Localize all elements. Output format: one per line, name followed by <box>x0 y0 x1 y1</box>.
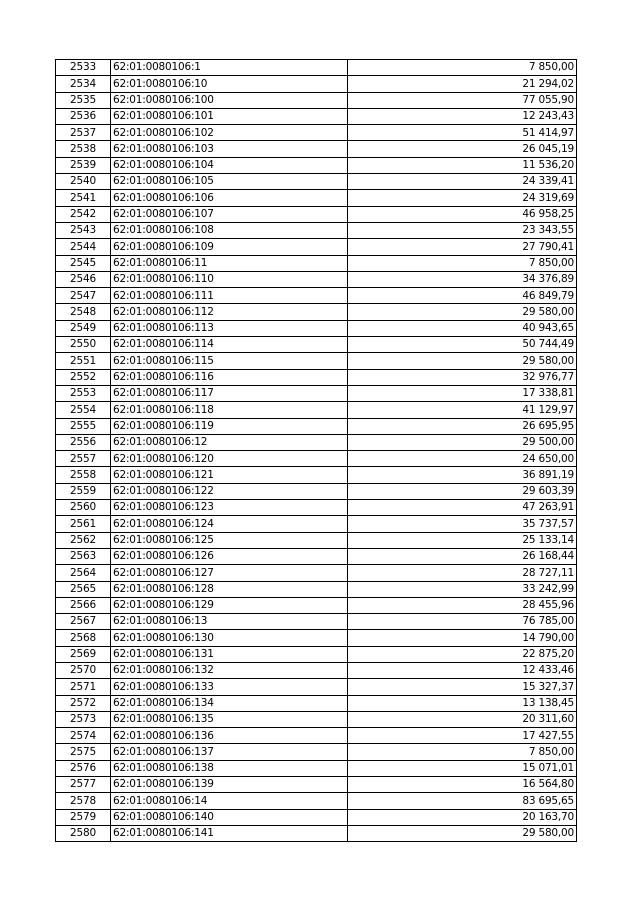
cadastral-value-cell: 51 414,97 <box>348 125 577 141</box>
cadastral-number-cell: 62:01:0080106:14 <box>111 793 348 809</box>
row-number-cell: 2553 <box>56 385 111 401</box>
cadastral-value-cell: 15 071,01 <box>348 760 577 776</box>
row-number-cell: 2554 <box>56 402 111 418</box>
cadastral-value-cell: 12 433,46 <box>348 662 577 678</box>
cadastral-number-cell: 62:01:0080106:10 <box>111 76 348 92</box>
row-number-cell: 2537 <box>56 125 111 141</box>
cadastral-number-cell: 62:01:0080106:112 <box>111 304 348 320</box>
cadastral-number-cell: 62:01:0080106:124 <box>111 516 348 532</box>
cadastral-number-cell: 62:01:0080106:107 <box>111 206 348 222</box>
cadastral-value-cell: 29 500,00 <box>348 434 577 450</box>
table-row <box>56 662 577 678</box>
table-row <box>56 239 577 255</box>
table-row <box>56 679 577 695</box>
cadastral-number-cell: 62:01:0080106:141 <box>111 825 348 841</box>
cadastral-number-cell: 62:01:0080106:106 <box>111 190 348 206</box>
row-number-cell: 2572 <box>56 695 111 711</box>
row-number-cell: 2558 <box>56 467 111 483</box>
row-number-cell: 2545 <box>56 255 111 271</box>
cadastral-number-cell: 62:01:0080106:131 <box>111 646 348 662</box>
row-number-cell: 2578 <box>56 793 111 809</box>
row-number-cell: 2535 <box>56 92 111 108</box>
cadastral-value-cell: 15 327,37 <box>348 679 577 695</box>
table-row <box>56 76 577 92</box>
cadastral-number-cell: 62:01:0080106:117 <box>111 385 348 401</box>
table-row <box>56 565 577 581</box>
table-row <box>56 320 577 336</box>
cadastral-number-cell: 62:01:0080106:128 <box>111 581 348 597</box>
cadastral-value-cell: 7 850,00 <box>348 60 577 76</box>
cadastral-value-cell: 26 045,19 <box>348 141 577 157</box>
cadastral-number-cell: 62:01:0080106:116 <box>111 369 348 385</box>
cadastral-number-cell: 62:01:0080106:120 <box>111 451 348 467</box>
row-number-cell: 2557 <box>56 451 111 467</box>
row-number-cell: 2550 <box>56 337 111 353</box>
row-number-cell: 2576 <box>56 760 111 776</box>
cadastral-value-cell: 50 744,49 <box>348 337 577 353</box>
row-number-cell: 2540 <box>56 174 111 190</box>
cadastral-value-cell: 13 138,45 <box>348 695 577 711</box>
cadastral-number-cell: 62:01:0080106:12 <box>111 434 348 450</box>
cadastral-value-cell: 7 850,00 <box>348 744 577 760</box>
cadastral-number-cell: 62:01:0080106:137 <box>111 744 348 760</box>
cadastral-value-cell: 7 850,00 <box>348 255 577 271</box>
table-row <box>56 222 577 238</box>
row-number-cell: 2538 <box>56 141 111 157</box>
table-row <box>56 369 577 385</box>
cadastral-value-table <box>55 59 577 842</box>
cadastral-number-cell: 62:01:0080106:102 <box>111 125 348 141</box>
cadastral-value-cell: 28 727,11 <box>348 565 577 581</box>
table-row <box>56 548 577 564</box>
cadastral-number-cell: 62:01:0080106:110 <box>111 271 348 287</box>
cadastral-value-cell: 47 263,91 <box>348 500 577 516</box>
cadastral-number-cell: 62:01:0080106:125 <box>111 532 348 548</box>
cadastral-value-cell: 22 875,20 <box>348 646 577 662</box>
row-number-cell: 2546 <box>56 271 111 287</box>
cadastral-number-cell: 62:01:0080106:118 <box>111 402 348 418</box>
table-row <box>56 467 577 483</box>
cadastral-value-cell: 12 243,43 <box>348 108 577 124</box>
cadastral-value-cell: 17 338,81 <box>348 385 577 401</box>
cadastral-number-cell: 62:01:0080106:121 <box>111 467 348 483</box>
table-row <box>56 255 577 271</box>
cadastral-number-cell: 62:01:0080106:122 <box>111 483 348 499</box>
cadastral-value-cell: 20 163,70 <box>348 809 577 825</box>
cadastral-value-cell: 21 294,02 <box>348 76 577 92</box>
row-number-cell: 2569 <box>56 646 111 662</box>
cadastral-number-cell: 62:01:0080106:113 <box>111 320 348 336</box>
row-number-cell: 2580 <box>56 825 111 841</box>
cadastral-value-cell: 41 129,97 <box>348 402 577 418</box>
row-number-cell: 2562 <box>56 532 111 548</box>
cadastral-number-cell: 62:01:0080106:134 <box>111 695 348 711</box>
cadastral-value-cell: 46 958,25 <box>348 206 577 222</box>
cadastral-value-cell: 83 695,65 <box>348 793 577 809</box>
row-number-cell: 2577 <box>56 777 111 793</box>
table-row <box>56 92 577 108</box>
row-number-cell: 2542 <box>56 206 111 222</box>
cadastral-number-cell: 62:01:0080106:129 <box>111 597 348 613</box>
table-row <box>56 125 577 141</box>
cadastral-value-cell: 40 943,65 <box>348 320 577 336</box>
cadastral-value-cell: 26 168,44 <box>348 548 577 564</box>
table-row <box>56 483 577 499</box>
cadastral-number-cell: 62:01:0080106:13 <box>111 614 348 630</box>
row-number-cell: 2568 <box>56 630 111 646</box>
row-number-cell: 2556 <box>56 434 111 450</box>
row-number-cell: 2561 <box>56 516 111 532</box>
cadastral-number-cell: 62:01:0080106:100 <box>111 92 348 108</box>
cadastral-number-cell: 62:01:0080106:104 <box>111 157 348 173</box>
table-row <box>56 744 577 760</box>
table-row <box>56 353 577 369</box>
row-number-cell: 2552 <box>56 369 111 385</box>
table-row <box>56 385 577 401</box>
cadastral-number-cell: 62:01:0080106:133 <box>111 679 348 695</box>
cadastral-value-cell: 32 976,77 <box>348 369 577 385</box>
cadastral-number-cell: 62:01:0080106:139 <box>111 777 348 793</box>
cadastral-number-cell: 62:01:0080106:108 <box>111 222 348 238</box>
table-row <box>56 451 577 467</box>
table-row <box>56 825 577 841</box>
cadastral-value-cell: 36 891,19 <box>348 467 577 483</box>
row-number-cell: 2567 <box>56 614 111 630</box>
row-number-cell: 2551 <box>56 353 111 369</box>
table-row <box>56 646 577 662</box>
row-number-cell: 2555 <box>56 418 111 434</box>
table-row <box>56 516 577 532</box>
cadastral-value-cell: 20 311,60 <box>348 711 577 727</box>
cadastral-number-cell: 62:01:0080106:105 <box>111 174 348 190</box>
cadastral-number-cell: 62:01:0080106:109 <box>111 239 348 255</box>
row-number-cell: 2573 <box>56 711 111 727</box>
cadastral-value-cell: 17 427,55 <box>348 728 577 744</box>
table-body <box>56 60 577 842</box>
cadastral-number-cell: 62:01:0080106:119 <box>111 418 348 434</box>
table-row <box>56 190 577 206</box>
table-row <box>56 434 577 450</box>
table-row <box>56 206 577 222</box>
table-row <box>56 141 577 157</box>
table-row <box>56 288 577 304</box>
row-number-cell: 2566 <box>56 597 111 613</box>
cadastral-value-cell: 29 580,00 <box>348 353 577 369</box>
table-row <box>56 695 577 711</box>
cadastral-value-cell: 46 849,79 <box>348 288 577 304</box>
cadastral-value-cell: 76 785,00 <box>348 614 577 630</box>
cadastral-value-cell: 29 580,00 <box>348 825 577 841</box>
row-number-cell: 2544 <box>56 239 111 255</box>
cadastral-number-cell: 62:01:0080106:103 <box>111 141 348 157</box>
table-row <box>56 174 577 190</box>
table-row <box>56 304 577 320</box>
row-number-cell: 2575 <box>56 744 111 760</box>
row-number-cell: 2563 <box>56 548 111 564</box>
cadastral-value-cell: 28 455,96 <box>348 597 577 613</box>
cadastral-value-cell: 29 603,39 <box>348 483 577 499</box>
cadastral-value-cell: 14 790,00 <box>348 630 577 646</box>
cadastral-number-cell: 62:01:0080106:132 <box>111 662 348 678</box>
cadastral-number-cell: 62:01:0080106:130 <box>111 630 348 646</box>
row-number-cell: 2574 <box>56 728 111 744</box>
table-row <box>56 597 577 613</box>
cadastral-value-cell: 29 580,00 <box>348 304 577 320</box>
cadastral-number-cell: 62:01:0080106:126 <box>111 548 348 564</box>
table-row <box>56 108 577 124</box>
row-number-cell: 2579 <box>56 809 111 825</box>
row-number-cell: 2548 <box>56 304 111 320</box>
row-number-cell: 2534 <box>56 76 111 92</box>
row-number-cell: 2570 <box>56 662 111 678</box>
cadastral-value-cell: 24 650,00 <box>348 451 577 467</box>
table-row <box>56 271 577 287</box>
cadastral-number-cell: 62:01:0080106:127 <box>111 565 348 581</box>
cadastral-number-cell: 62:01:0080106:140 <box>111 809 348 825</box>
row-number-cell: 2571 <box>56 679 111 695</box>
cadastral-value-cell: 77 055,90 <box>348 92 577 108</box>
cadastral-value-cell: 27 790,41 <box>348 239 577 255</box>
table-row <box>56 777 577 793</box>
cadastral-number-cell: 62:01:0080106:101 <box>111 108 348 124</box>
table-row <box>56 418 577 434</box>
cadastral-value-cell: 24 339,41 <box>348 174 577 190</box>
cadastral-value-cell: 24 319,69 <box>348 190 577 206</box>
table-row <box>56 711 577 727</box>
table-row <box>56 60 577 76</box>
cadastral-number-cell: 62:01:0080106:135 <box>111 711 348 727</box>
table-row <box>56 532 577 548</box>
cadastral-number-cell: 62:01:0080106:1 <box>111 60 348 76</box>
table-row <box>56 809 577 825</box>
table-row <box>56 793 577 809</box>
table-row <box>56 500 577 516</box>
cadastral-value-cell: 33 242,99 <box>348 581 577 597</box>
cadastral-value-cell: 25 133,14 <box>348 532 577 548</box>
row-number-cell: 2565 <box>56 581 111 597</box>
row-number-cell: 2541 <box>56 190 111 206</box>
cadastral-value-cell: 35 737,57 <box>348 516 577 532</box>
table-row <box>56 630 577 646</box>
row-number-cell: 2533 <box>56 60 111 76</box>
row-number-cell: 2547 <box>56 288 111 304</box>
cadastral-value-cell: 26 695,95 <box>348 418 577 434</box>
cadastral-number-cell: 62:01:0080106:111 <box>111 288 348 304</box>
cadastral-number-cell: 62:01:0080106:136 <box>111 728 348 744</box>
table-row <box>56 157 577 173</box>
row-number-cell: 2539 <box>56 157 111 173</box>
row-number-cell: 2564 <box>56 565 111 581</box>
cadastral-number-cell: 62:01:0080106:114 <box>111 337 348 353</box>
cadastral-number-cell: 62:01:0080106:115 <box>111 353 348 369</box>
row-number-cell: 2559 <box>56 483 111 499</box>
table-row <box>56 760 577 776</box>
table-row <box>56 402 577 418</box>
cadastral-value-cell: 34 376,89 <box>348 271 577 287</box>
table-row <box>56 614 577 630</box>
cadastral-number-cell: 62:01:0080106:11 <box>111 255 348 271</box>
cadastral-value-cell: 23 343,55 <box>348 222 577 238</box>
cadastral-number-cell: 62:01:0080106:138 <box>111 760 348 776</box>
cadastral-number-cell: 62:01:0080106:123 <box>111 500 348 516</box>
row-number-cell: 2560 <box>56 500 111 516</box>
table-row <box>56 337 577 353</box>
cadastral-value-cell: 11 536,20 <box>348 157 577 173</box>
cadastral-value-cell: 16 564,80 <box>348 777 577 793</box>
row-number-cell: 2543 <box>56 222 111 238</box>
row-number-cell: 2549 <box>56 320 111 336</box>
table-row <box>56 728 577 744</box>
table-row <box>56 581 577 597</box>
row-number-cell: 2536 <box>56 108 111 124</box>
